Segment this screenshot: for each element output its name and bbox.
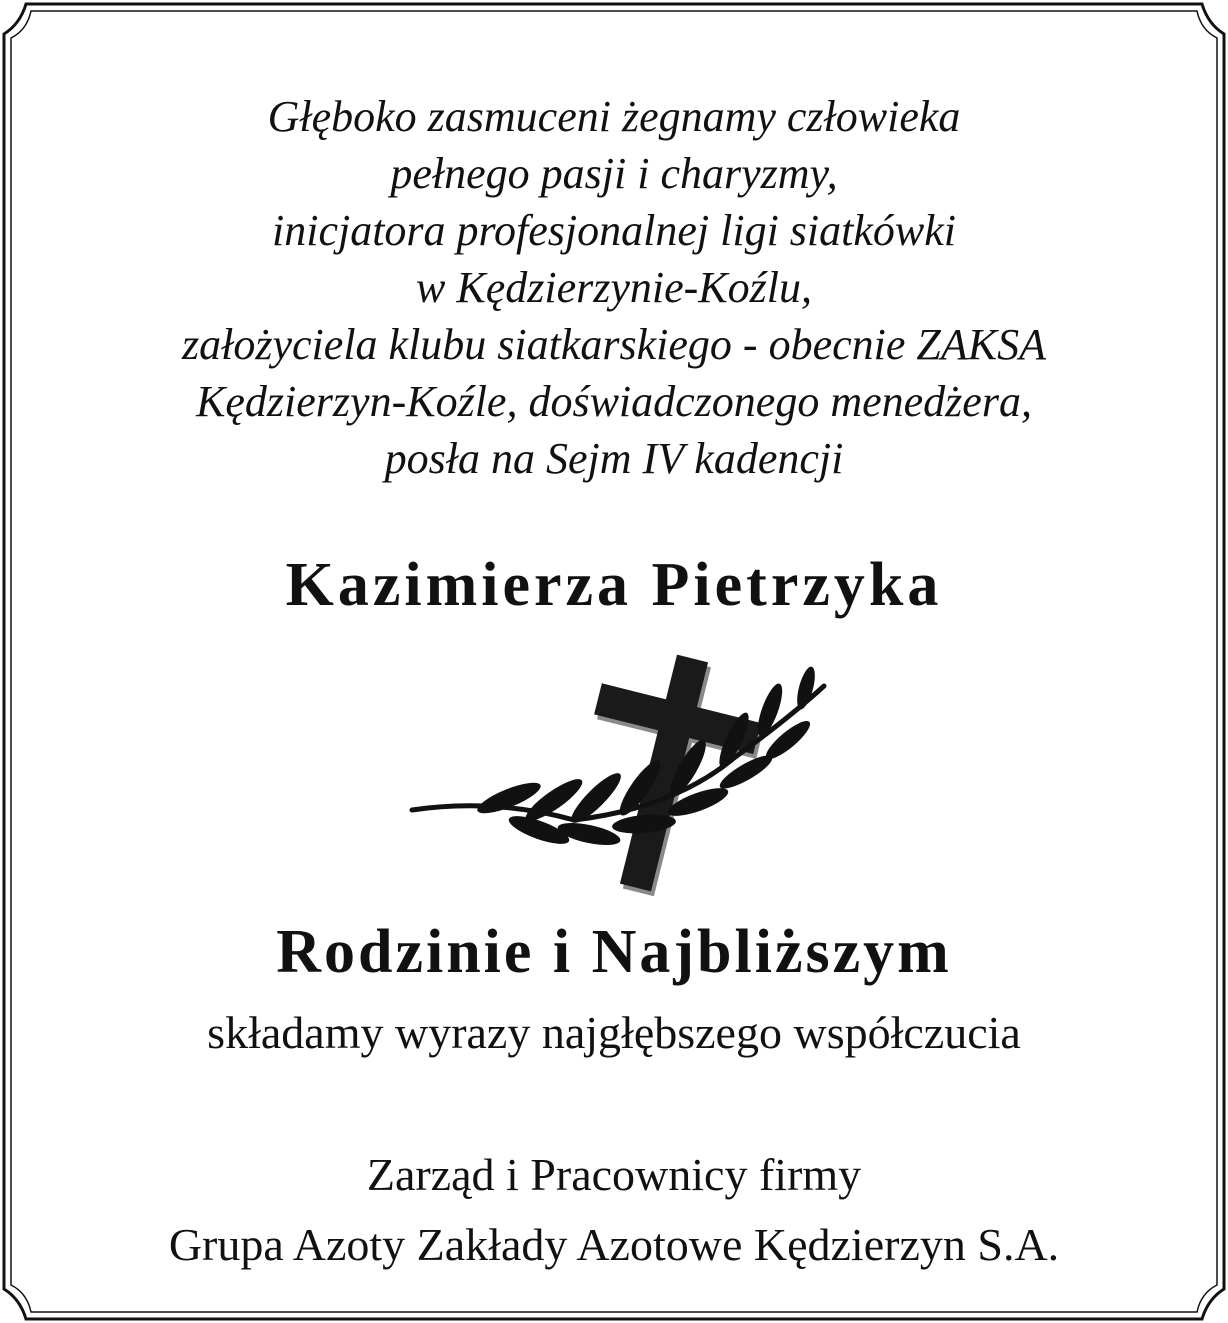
intro-line: posła na Sejm IV kadencji: [384, 434, 844, 483]
intro-paragraph: [40, 88, 1188, 487]
intro-line: Kędzierzyn-Koźle, doświadczonego menedżera,: [196, 377, 1032, 426]
deceased-name: Kazimierza Pietrzyka: [285, 551, 943, 619]
intro-line: założyciela klubu siatkarskiego - obecnie ZAKSA: [182, 320, 1046, 369]
intro-line: w Kędzierzynie-Koźlu,: [416, 263, 812, 312]
intro-line: Głęboko zasmuceni żegnamy człowieka: [267, 92, 961, 141]
intro-line: pełnego pasji i charyzmy,: [390, 149, 838, 198]
signature-line: Grupa Azoty Zakłady Azotowe Kędzierzyn S.A.: [168, 1219, 1060, 1270]
family-heading: Rodzinie i Najbliższym: [276, 918, 952, 986]
intro-line: inicjatora profesjonalnej ligi siatkówki: [272, 206, 956, 255]
signature-line: Zarząd i Pracownicy firmy: [366, 1149, 862, 1200]
condolence-text: składamy wyrazy najgłębszego współczucia: [207, 1007, 1021, 1058]
cross-with-laurel-branch-icon: [404, 648, 834, 898]
signature-block: [40, 1140, 1188, 1280]
